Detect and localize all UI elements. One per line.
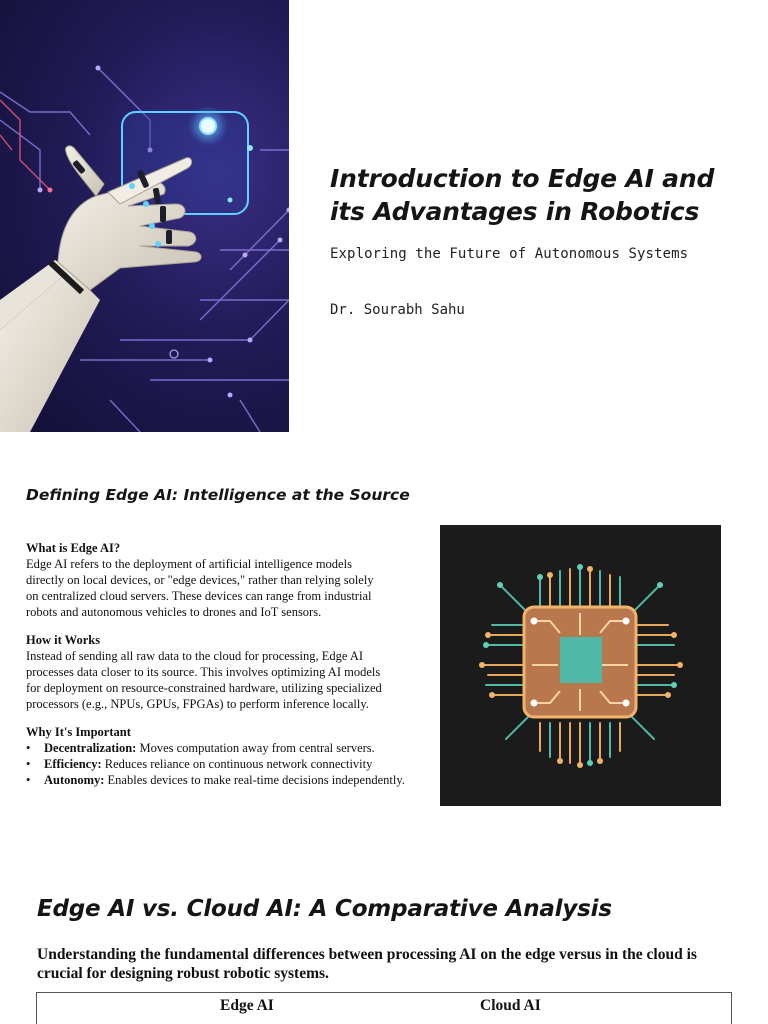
table-header-edge-ai: Edge AI: [220, 997, 274, 1014]
list-item: [26, 772, 436, 788]
why-important-heading: Why It's Important: [26, 725, 131, 739]
comparison-intro-text: Understanding the fundamental differences between processing AI on the edge versus in the cloud is crucial for designing robust robotic systems.: [37, 946, 697, 982]
processor-chip-image: [440, 525, 721, 806]
list-item: [26, 756, 436, 772]
why-important-block: [26, 724, 436, 788]
bullet-term: Autonomy:: [44, 773, 105, 787]
how-it-works-block: [26, 632, 436, 712]
title-block: [330, 162, 750, 318]
how-it-works-heading: How it Works: [26, 633, 101, 647]
presentation-title: Introduction to Edge AI and its Advantages in Robotics: [330, 164, 715, 226]
section-title-defining-edge-ai: Defining Edge AI: Intelligence at the Source: [26, 486, 410, 504]
bullet-text: Enables devices to make real-time decisions independently.: [107, 773, 405, 787]
importance-list: [26, 740, 436, 788]
what-is-edge-ai-heading: What is Edge AI?: [26, 541, 121, 555]
bullet-term: Efficiency:: [44, 757, 102, 771]
robot-hand-circuit-image: [0, 0, 289, 432]
what-is-edge-ai-body: Edge AI refers to the deployment of artificial intelligence models directly on local devices, or "edge devices," rather than relying solely on centralized cloud servers. These devices can range from industrial robots and autonomous vehicles to drones and IoT sensors.: [26, 557, 374, 619]
author-name: Dr. Sourabh Sahu: [330, 302, 465, 318]
what-is-edge-ai-block: [26, 540, 436, 620]
definition-text-column: [26, 540, 436, 800]
how-it-works-body: Instead of sending all raw data to the cloud for processing, Edge AI processes data closer to its source. This involves optimizing AI models for deployment on resource-constrained hardware, utilizing specialized processors (e.g., NPUs, GPUs, FPGAs) to perform inference locally.: [26, 649, 382, 711]
bullet-term: Decentralization:: [44, 741, 137, 755]
comparison-table: [36, 992, 732, 1024]
list-item: [26, 740, 436, 756]
table-header-cloud-ai: Cloud AI: [480, 997, 541, 1014]
section-title-comparative-analysis: Edge AI vs. Cloud AI: A Comparative Analysis: [37, 896, 612, 922]
bullet-text: Moves computation away from central servers.: [139, 741, 375, 755]
bullet-text: Reduces reliance on continuous network connectivity: [104, 757, 373, 771]
presentation-subtitle: Exploring the Future of Autonomous Systems: [330, 246, 689, 262]
